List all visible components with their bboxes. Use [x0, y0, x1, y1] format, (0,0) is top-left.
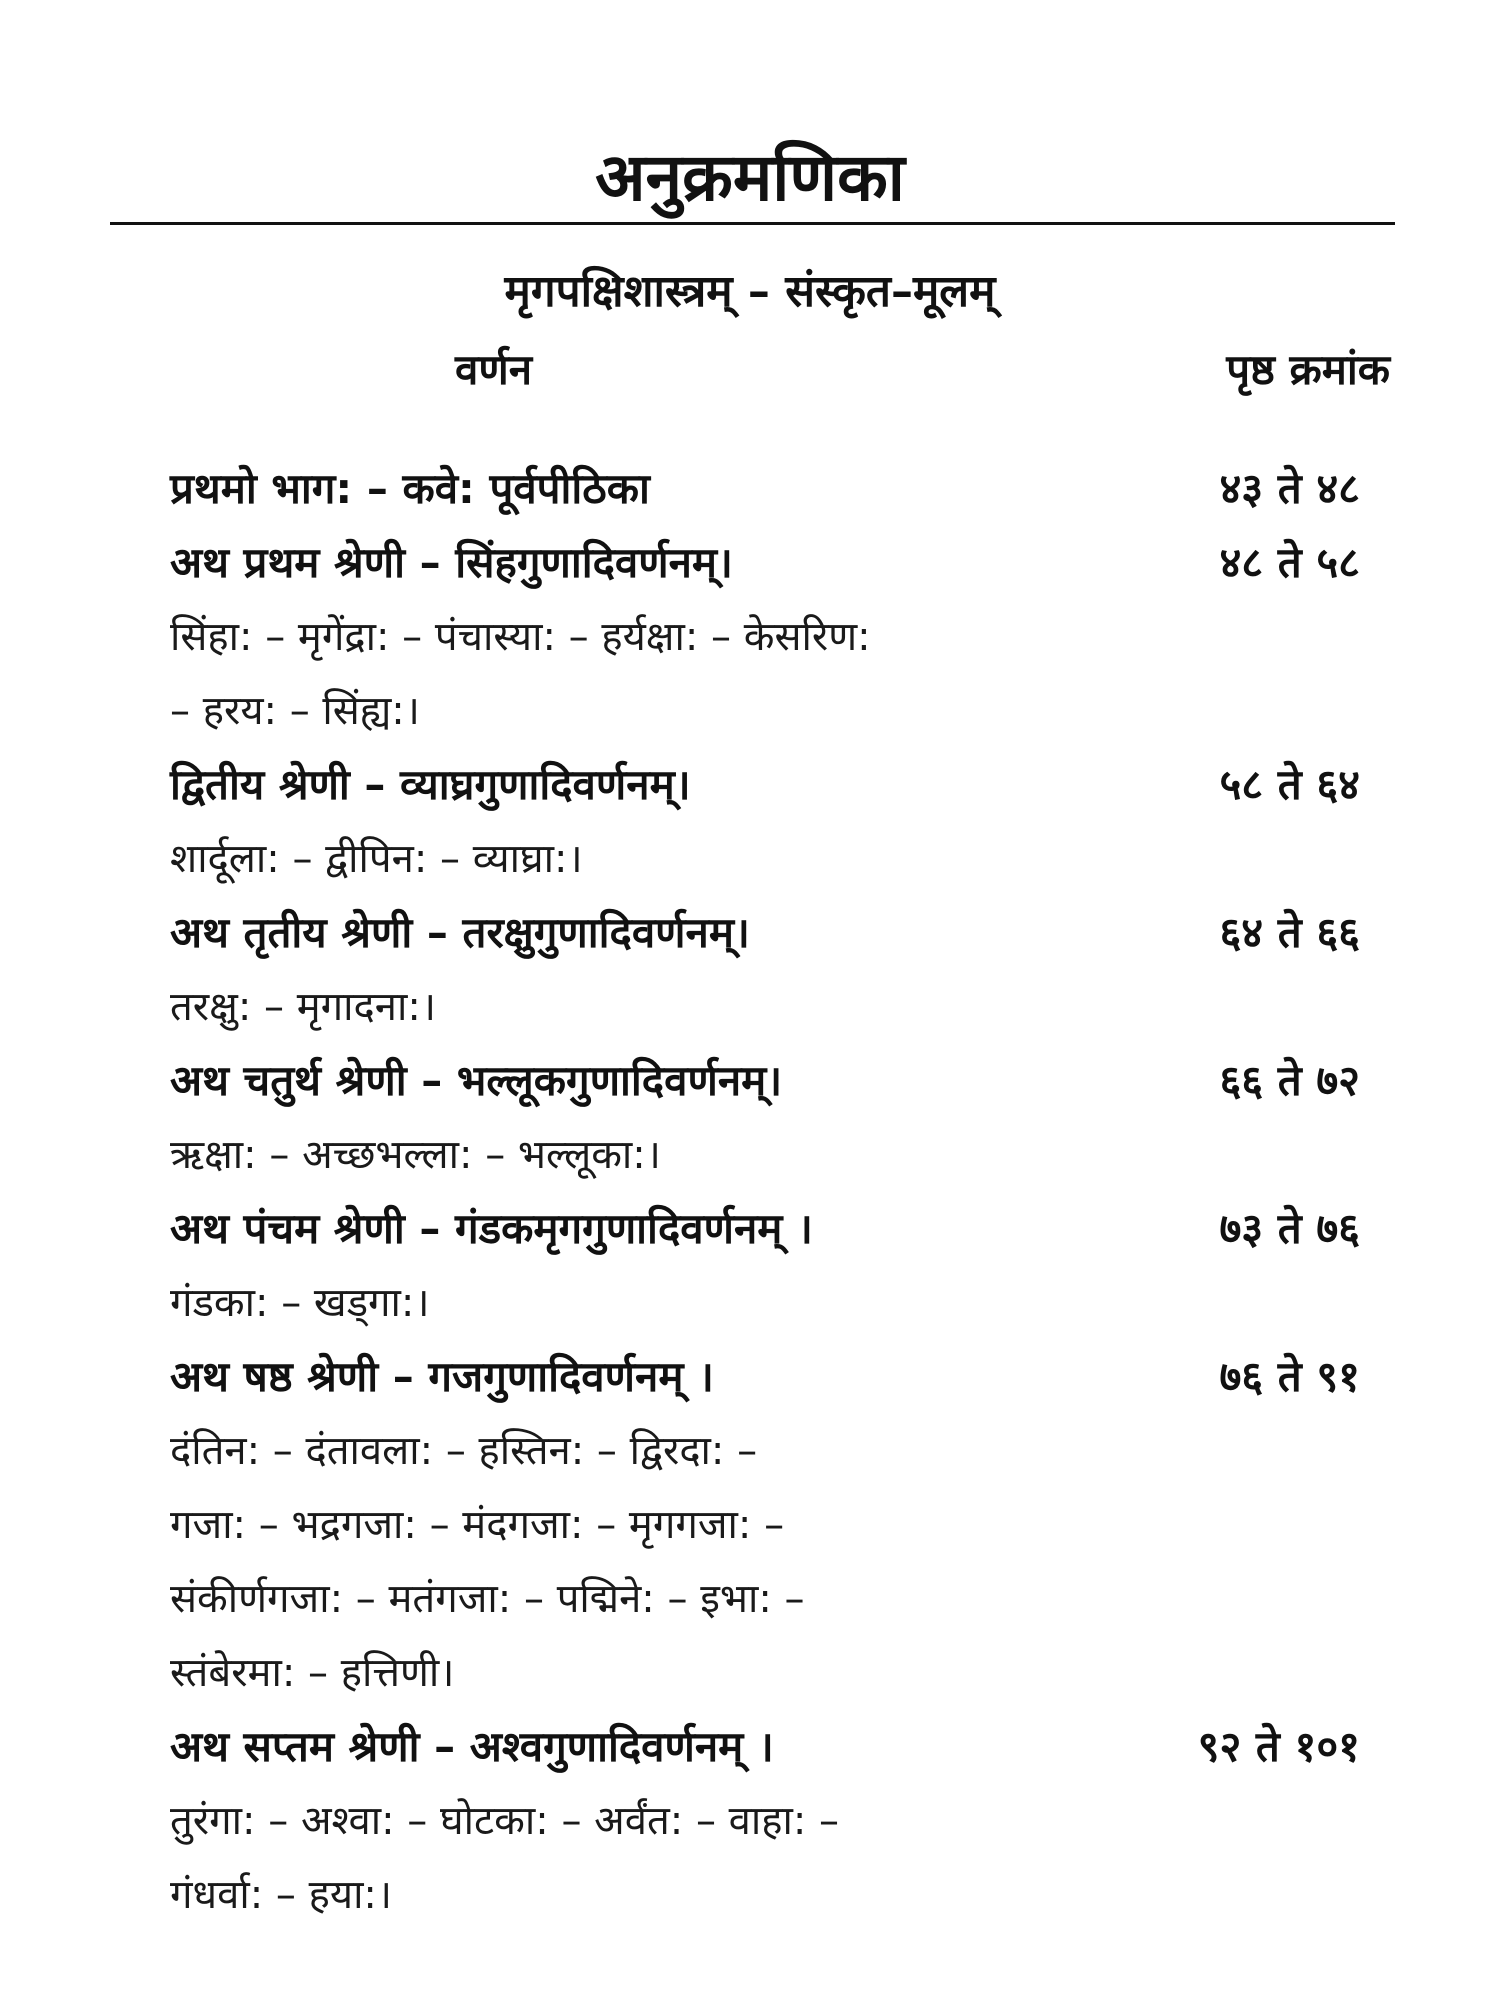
contents-entry	[170, 1044, 1390, 1192]
entry-page-range: ७३ ते ७६	[1219, 1204, 1360, 1253]
entry-page-range: ५८ ते ६४	[1219, 760, 1360, 809]
entry-heading: अथ तृतीय श्रेणी – तरक्षुगुणादिवर्णनम्।	[170, 908, 750, 957]
entry-heading: प्रथमो भाग: – कवे: पूर्वपीठिका	[170, 464, 650, 513]
contents-entry	[170, 1340, 1390, 1710]
entry-heading-line	[170, 1710, 1390, 1784]
entry-page-range: ६६ ते ७२	[1219, 1056, 1360, 1105]
column-header-row	[0, 340, 1500, 400]
entry-names-line: तुरंगा: – अश्वा: – घोटका: – अर्वंत: – वाहा: –	[170, 1798, 840, 1844]
entry-heading-line	[170, 1044, 1390, 1118]
entry-names-line: स्तंबेरमा: – हत्तिणी।	[170, 1650, 455, 1696]
entry-heading: अथ पंचम श्रेणी – गंडकमृगगुणादिवर्णनम् ।	[170, 1204, 813, 1253]
title-divider	[110, 222, 1395, 225]
contents-entry	[170, 526, 1390, 748]
entry-names-line: शार्दूला: – द्वीपिन: – व्याघ्रा:।	[170, 836, 583, 882]
entry-names-line: तरक्षु: – मृगादना:।	[170, 984, 436, 1030]
page-subtitle: मृगपक्षिशास्त्रम् – संस्कृत–मूलम्	[504, 266, 996, 317]
column-header-page: पृष्ठ क्रमांक	[1226, 345, 1390, 394]
entry-names-line: – हरय: – सिंह्य:।	[170, 688, 420, 734]
entry-names-line: गंधर्वा: – हया:।	[170, 1872, 393, 1918]
entry-heading-line	[170, 748, 1390, 822]
contents-entry	[170, 452, 1390, 526]
entry-heading: अथ षष्ठ श्रेणी – गजगुणादिवर्णनम् ।	[170, 1352, 714, 1401]
entry-page-range: ४३ ते ४८	[1219, 464, 1360, 513]
entry-heading-line	[170, 1192, 1390, 1266]
entry-names-line: गंडका: – खड्गा:।	[170, 1280, 430, 1326]
entry-page-range: ६४ ते ६६	[1219, 908, 1360, 957]
entry-heading: अथ चतुर्थ श्रेणी – भल्लूकगुणादिवर्णनम्।	[170, 1056, 783, 1105]
entry-page-range: ७६ ते ९१	[1219, 1352, 1360, 1401]
page-title: अनुक्रमणिका	[595, 139, 905, 216]
entry-heading: अथ सप्तम श्रेणी – अश्वगुणादिवर्णनम् ।	[170, 1722, 774, 1771]
entry-heading-line	[170, 526, 1390, 600]
entry-page-range: ९२ ते १०१	[1197, 1722, 1360, 1771]
entry-page-range: ४८ ते ५८	[1219, 538, 1360, 587]
entry-names-line: संकीर्णगजा: – मतंगजा: – पद्मिने: – इभा: –	[170, 1576, 805, 1622]
column-header-description: वर्णन	[455, 345, 533, 394]
entry-heading-line	[170, 452, 1390, 526]
entry-names-line: सिंहा: – मृगेंद्रा: – पंचास्या: – हर्यक्षा: – केसरिण:	[170, 614, 871, 660]
contents-list	[170, 452, 1390, 1932]
entry-heading: अथ प्रथम श्रेणी – सिंहगुणादिवर्णनम्।	[170, 538, 733, 587]
entry-heading-line	[170, 1340, 1390, 1414]
contents-entry	[170, 1710, 1390, 1932]
entry-heading-line	[170, 896, 1390, 970]
contents-entry	[170, 748, 1390, 896]
entry-names-line: दंतिन: – दंतावला: – हस्तिन: – द्विरदा: –	[170, 1428, 758, 1474]
entry-names-line: ऋक्षा: – अच्छभल्ला: – भल्लूका:।	[170, 1132, 661, 1178]
contents-entry	[170, 1192, 1390, 1340]
contents-entry	[170, 896, 1390, 1044]
entry-names-line: गजा: – भद्रगजा: – मंदगजा: – मृगगजा: –	[170, 1502, 785, 1548]
entry-heading: द्वितीय श्रेणी – व्याघ्रगुणादिवर्णनम्।	[170, 760, 691, 809]
